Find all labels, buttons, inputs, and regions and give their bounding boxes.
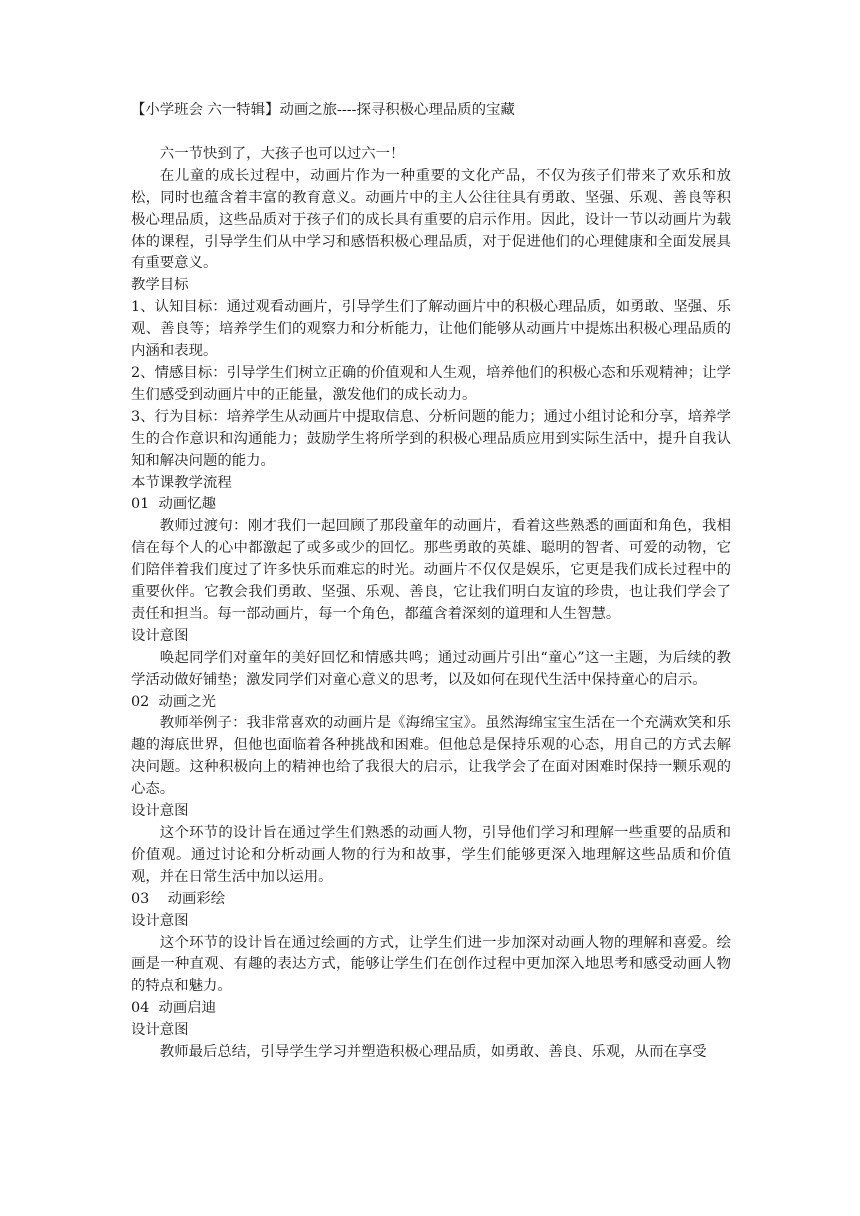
document-page [131,100,731,1064]
section-2-design-text: 这个环节的设计旨在通过学生们熟悉的动画人物，引导他们学习和理解一些重要的品质和价值观。通过讨论和分析动画人物的行为和故事，学生们能够更深入地理解这些品质和价值观，并在日常生活中加以运用。 [131,825,731,885]
section-1-design-label: 设计意图 [131,627,189,644]
intro-line: 六一节快到了，大孩子也可以过六一！ [159,145,405,162]
section-1-heading: 01 动画忆趣 [131,496,217,513]
intro-paragraph: 在儿童的成长过程中，动画片作为一种重要的文化产品，不仅为孩子们带来了欢乐和放松，同时也蕴含着丰富的教育意义。动画片中的主人公往往具有勇敢、坚强、乐观、善良等积极心理品质，这些品质对于孩子们的成长具有重要的启示作用。因此，设计一节以动画片为载体的课程，引导学生们从中学习和感悟积极心理品质，对于促进他们的心理健康和全面发展具有重要意义。 [131,167,731,272]
section-1-text: 教师过渡句：刚才我们一起回顾了那段童年的动画片，看着这些熟悉的画面和角色，我相信在每个人的心中都激起了或多或少的回忆。那些勇敢的英雄、聪明的智者、可爱的动物，它们陪伴着我们度过了许多快乐而难忘的时光。动画片不仅仅是娱乐，它更是我们成长过程中的重要伙伴。它教会我们勇敢、坚强、乐观、善良，它让我们明白友谊的珍贵，也让我们学会了责任和担当。每一部动画片，每一个角色，都蕴含着深刻的道理和人生智慧。 [131,518,731,622]
document-title: 【小学班会 六一特辑】动画之旅----探寻积极心理品质的宝藏 [131,102,515,118]
section-4-design-label: 设计意图 [131,1022,189,1039]
goals-heading: 教学目标 [131,277,189,294]
section-4-design-text: 教师最后总结，引导学生学习并塑造积极心理品质，如勇敢、善良、乐观，从而在享受 [159,1044,707,1061]
section-3-heading: 03 动画彩绘 [131,890,226,907]
section-2-text: 教师举例子：我非常喜欢的动画片是《海绵宝宝》。虽然海绵宝宝生活在一个充满欢笑和乐趣的海底世界，但他也面临着各种挑战和困难。但他总是保持乐观的心态，用自己的方式去解决问题。这种积极向上的精神也给了我很大的启示，让我学会了在面对困难时保持一颗乐观的心态。 [131,715,731,798]
goal-emotional: 2、情感目标：引导学生们树立正确的价值观和人生观，培养他们的积极心态和乐观精神；让学生们感受到动画片中的正能量，激发他们的成长动力。 [131,364,731,403]
goal-cognitive: 1、认知目标：通过观看动画片，引导学生们了解动画片中的积极心理品质，如勇敢、坚强、乐观、善良等；培养学生们的观察力和分析能力，让他们能够从动画片中提炼出积极心理品质的内涵和表现。 [131,299,731,360]
section-3-design-text: 这个环节的设计旨在通过绘画的方式，让学生们进一步加深对动画人物的理解和喜爱。绘画是一种直观、有趣的表达方式，能够让学生们在创作过程中更加深入地思考和感受动画人物的特点和魅力。 [131,934,731,995]
flow-heading: 本节课教学流程 [131,474,232,491]
section-2-heading: 02 动画之光 [131,693,217,710]
section-4-heading: 04 动画启迪 [131,1000,217,1017]
section-2-design-label: 设计意图 [131,803,189,820]
goal-behavioral: 3、行为目标：培养学生从动画片中提取信息、分析问题的能力；通过小组讨论和分享，培养学生的合作意识和沟通能力；鼓励学生将所学到的积极心理品质应用到实际生活中，提升自我认知和解决问题的能力。 [131,408,731,469]
section-3-design-label: 设计意图 [131,912,189,929]
section-1-design-text: 唤起同学们对童年的美好回忆和情感共鸣；通过动画片引出“童心”这一主题，为后续的教学活动做好铺垫；激发同学们对童心意义的思考，以及如何在现代生活中保持童心的启示。 [131,649,731,688]
